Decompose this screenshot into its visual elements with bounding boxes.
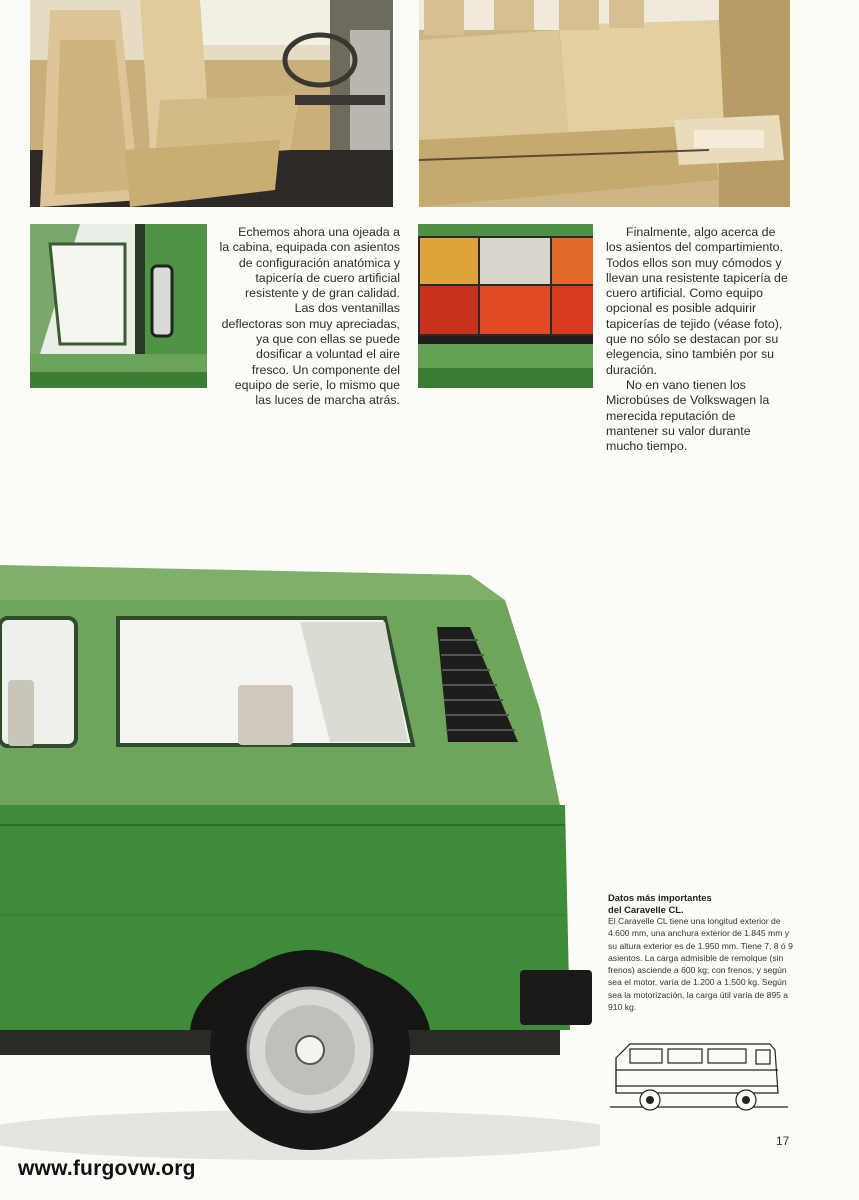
cabin-text-column (218, 225, 400, 409)
van-side-photo (0, 560, 600, 1160)
front-cabin-photo (30, 0, 393, 207)
specs-body: El Caravelle CL tiene una longitud exterior de 4.600 mm, una anchura exterior de 1.845 mm y su altura exterior es de 1.950 mm. Tiene 7, 8 ó 9 asientos. La carga admisible de remolque (sin frenos) asciende a 600 kg; con frenos, y según sea el motor, varía de 1.200 a 1.500 kg. Según sea la motorización, la carga útil varía de 895 a 910 kg. (608, 916, 793, 1013)
reputation-paragraph: No en vano tienen los Microbúses de Volkswagen la merecida reputación de mantener su valor durante mucho tiempo. (606, 377, 770, 454)
tail-lights-photo (418, 224, 593, 388)
deflector-window-photo (30, 224, 207, 388)
rear-bench-photo (419, 0, 790, 207)
page-number: 17 (776, 1134, 790, 1148)
seats-text-column (606, 225, 788, 454)
specs-title-line1: Datos más importantes (608, 892, 712, 903)
specs-title-line2: del Caravelle CL. (608, 903, 684, 915)
cabin-paragraph: Echemos ahora una ojeada a la cabina, equipada con asientos de configuración anatómica y tapicería de cuero artificial resistente y de gran calidad. (219, 225, 400, 301)
seats-paragraph: Finalmente, algo acerca de los asientos del compartimiento. Todos ellos son muy cómodos y llevan una resistente tapicería de cuero artificial. Como equipo opcional es posible adquirir tapicerías de tejido (véase foto), que no sólo se destacan por su elegencia, sino también por su duración. (606, 225, 788, 377)
van-line-drawing (610, 1038, 788, 1118)
deflector-paragraph: Las dos ventanillas deflectoras son muy apreciadas, ya que con ellas se puede dosificar a voluntad el aire fresco. Un componente del equipo de serie, lo mismo que las luces de marcha atrás. (221, 301, 400, 408)
watermark-url: www.furgovw.org (18, 1157, 196, 1180)
specs-block (608, 892, 793, 1013)
